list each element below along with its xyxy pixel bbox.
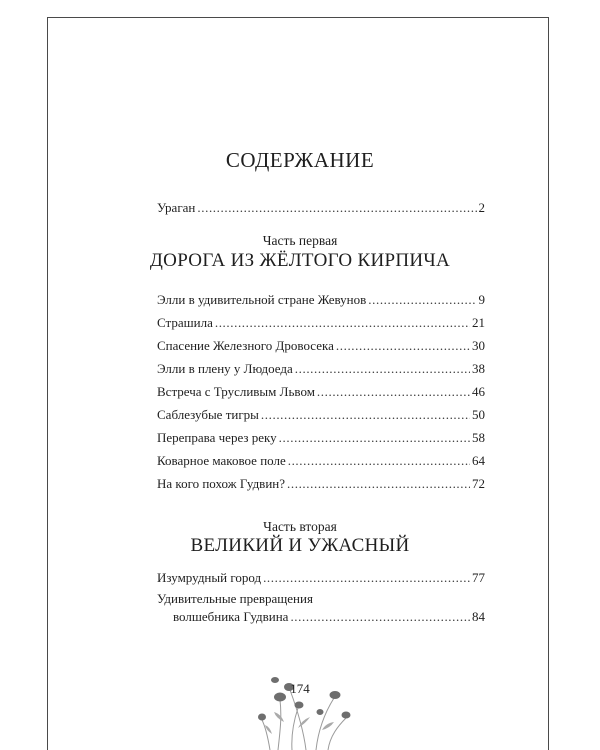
toc-entry-title: Переправа через реку: [157, 430, 277, 445]
toc-leader: [197, 200, 476, 216]
toc-leader: [287, 476, 470, 492]
toc-entry-page: 46: [472, 384, 485, 399]
toc-entry[interactable]: [157, 405, 485, 423]
toc-entry-title-line1[interactable]: Удивительные превращения: [157, 591, 313, 606]
toc-entry-title: Встреча с Трусливым Львом: [157, 384, 315, 399]
toc-entry[interactable]: [173, 607, 485, 625]
toc-entry-page: 21: [472, 315, 485, 330]
toc-entry-page: 84: [472, 609, 485, 624]
part-title: ВЕЛИКИЙ И УЖАСНЫЙ: [190, 535, 410, 556]
toc-entry-title: На кого похож Гудвин?: [157, 476, 286, 491]
toc-entry-title: Ураган: [157, 200, 196, 215]
toc-entry-title: Элли в удивительной стране Жевунов: [157, 292, 367, 307]
toc-entry-page: 64: [472, 453, 485, 468]
toc-leader: [261, 407, 470, 423]
toc-leader: [295, 361, 470, 377]
toc-entry-title: Коварное маковое поле: [157, 453, 286, 468]
toc-entry-title-line2: волшебника Гудвина: [173, 609, 289, 624]
toc-entry[interactable]: [157, 359, 485, 377]
toc-entry[interactable]: [157, 336, 485, 354]
toc-leader: [336, 338, 470, 354]
toc-leader: [215, 315, 470, 331]
toc-entry-page: 77: [472, 570, 485, 585]
toc-entry[interactable]: [157, 382, 485, 400]
toc-entry-title: Элли в плену у Людоеда: [157, 361, 293, 376]
page-number: 174: [290, 681, 310, 696]
toc-entry-page: 72: [472, 476, 485, 491]
toc-entry-page: 50: [472, 407, 485, 422]
toc-entry[interactable]: [157, 290, 485, 308]
toc-entry-page: 38: [472, 361, 485, 376]
part-label: Часть первая: [262, 233, 338, 248]
toc-entry[interactable]: [157, 198, 485, 216]
toc-entry[interactable]: [157, 428, 485, 446]
toc-leader: [279, 430, 470, 446]
toc-leader: [317, 384, 470, 400]
toc-entry[interactable]: [157, 451, 485, 469]
toc-entry-page: 9: [478, 292, 485, 307]
part-title: ДОРОГА ИЗ ЖЁЛТОГО КИРПИЧА: [149, 250, 451, 271]
toc-entry-page: 30: [472, 338, 485, 353]
toc-entry[interactable]: [157, 474, 485, 492]
toc-leader: [263, 570, 470, 586]
toc-leader: [290, 609, 470, 625]
toc-entry-title: Страшила: [157, 315, 213, 330]
toc-entry-title: Саблезубые тигры: [157, 407, 259, 422]
page-title: СОДЕРЖАНИЕ: [225, 148, 375, 172]
toc-entry-title: Спасение Железного Дровосека: [157, 338, 334, 353]
toc-leader: [368, 292, 476, 308]
part-label: Часть вторая: [263, 519, 337, 534]
toc-entry[interactable]: [157, 313, 485, 331]
toc-entry-page: 58: [472, 430, 485, 445]
toc-leader: [288, 453, 470, 469]
toc-entry[interactable]: [157, 568, 485, 586]
toc-entry-title: Изумрудный город: [157, 570, 262, 585]
toc-entry-page: 2: [478, 200, 485, 215]
